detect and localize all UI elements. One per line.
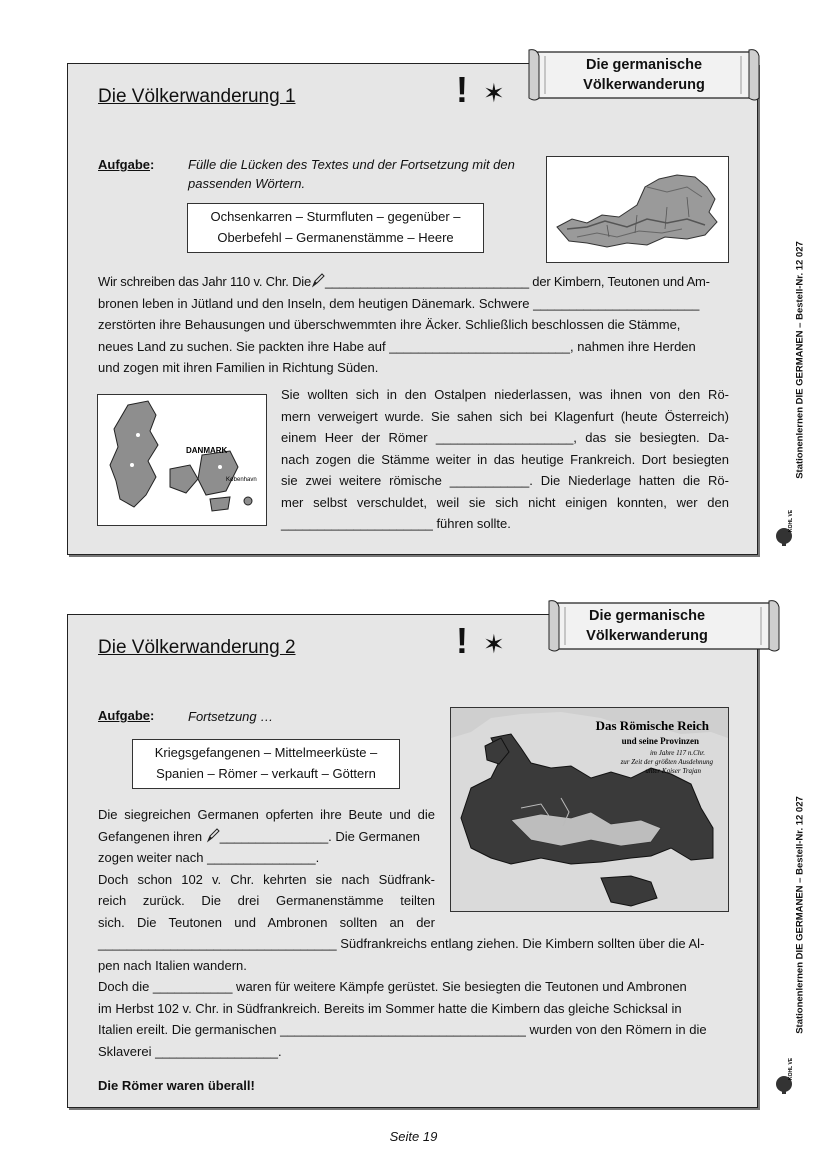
- exclamation-icon: !: [456, 620, 468, 661]
- text-line: und zogen mit ihren Familien in Richtung Süden.: [98, 360, 379, 375]
- banner-title: Die germanische Völkerwanderung: [583, 57, 705, 93]
- denmark-map-icon: [98, 395, 266, 525]
- text-line: einem Heer der Römer ___________________, das sie besiegten. Da-: [281, 430, 729, 445]
- roman-empire-map-image: [450, 707, 729, 912]
- tree-logo-icon: [772, 1058, 796, 1094]
- text-line: Doch die ___________ waren für weitere Kämpfe gerüstet. Sie besiegten die Teutonen und Ambronen: [98, 979, 687, 994]
- text-line: Sie wollten sich in den Ostalpen niederlassen, was ihnen von den Rö-: [281, 387, 729, 402]
- austria-relief-map-icon: [547, 157, 728, 262]
- closing-statement: Die Römer waren überall!: [98, 1078, 255, 1093]
- text-line: _________________________________ Südfrankreichs entlang ziehen. Die Kimbern sollten über die Al-: [98, 936, 705, 951]
- publisher-logo: [772, 510, 796, 546]
- text-line: Die siegreichen Germanen opferten ihre Beute und die: [98, 807, 435, 822]
- worksheet-card-1: [67, 63, 758, 555]
- map-subtitle: und seine Provinzen: [621, 736, 699, 746]
- text-line: reich zurück. Die drei Germanenstämme teilten: [98, 893, 435, 908]
- side-order-label: Stationenlernen DIE GERMANEN – Bestell-Nr. 12 027: [794, 796, 806, 1034]
- denmark-map-image: [97, 394, 267, 526]
- star-icon: ✶: [483, 78, 505, 108]
- word-bank: Kriegsgefangenen – Mittelmeerküste – Spanien – Römer – verkauft – Göttern: [132, 739, 400, 789]
- exclamation-icon: !: [456, 69, 468, 110]
- task-instructions: Fortsetzung …: [188, 709, 274, 724]
- text-line: Wir schreiben das Jahr 110 v. Chr. Die _____________________________ der Kimbern, Teutonen und Am-: [98, 274, 710, 289]
- text-line: mer selbst verschuldet, weil sie sich nicht einigen konnten, wer den: [281, 494, 729, 510]
- text-line: neues Land zu suchen. Sie packten ihre Habe auf _________________________, nahmen ihre Herden: [98, 338, 696, 354]
- text-line: sie zwei weitere römische ___________. Die Niederlage hatten die Rö-: [281, 473, 729, 488]
- pencil-icon: [206, 827, 220, 843]
- text-line: im Herbst 102 v. Chr. in Südfrankreich. Bereits im Sommer hatte die Kimbern das gleiche Schicksal in: [98, 1000, 682, 1016]
- card-title: Die Völkerwanderung 1: [98, 86, 296, 107]
- pencil-icon: [311, 272, 325, 288]
- map-city-label: København: [226, 477, 257, 483]
- text-line: zogen weiter nach _______________.: [98, 850, 320, 865]
- page-number: Seite 19: [389, 1129, 438, 1144]
- map-note: im Jahre 117 n.Chr.: [649, 749, 705, 757]
- publisher-logo: [772, 1058, 796, 1094]
- svg-text:KOHL VERLAG: KOHL VERLAG: [788, 510, 794, 532]
- topic-banner: [527, 48, 761, 102]
- text-line: Doch schon 102 v. Chr. kehrten sie nach Südfrank-: [98, 871, 435, 887]
- map-note: zur Zeit der größten Ausdehnung: [620, 758, 713, 766]
- task-label: Aufgabe:: [98, 708, 155, 723]
- text-line: _____________________ führen sollte.: [281, 516, 511, 531]
- text-paragraph-1: [98, 804, 435, 933]
- text-paragraph-2: [281, 384, 729, 535]
- word-bank: Ochsenkarren – Sturmfluten – gegenüber – Oberbefehl – Germanenstämme – Heere: [187, 203, 484, 253]
- text-line: pen nach Italien wandern.: [98, 957, 247, 973]
- text-line: zerstörten ihre Behausungen und überschwemmten ihre Äcker. Schließlich beschlossen die Stämme,: [98, 317, 681, 332]
- star-icon: ✶: [483, 629, 505, 659]
- text-line: Sklaverei _________________.: [98, 1043, 282, 1059]
- svg-text:KOHL VERLAG: KOHL VERLAG: [788, 1058, 794, 1080]
- austria-map-image: [546, 156, 729, 263]
- map-note: unter Kaiser Trajan: [645, 767, 701, 775]
- side-order-label: Stationenlernen DIE GERMANEN – Bestell-Nr. 12 027: [794, 241, 806, 479]
- task-label: Aufgabe:: [98, 157, 155, 172]
- text-line: Gefangenen ihren _______________. Die Germanen: [98, 828, 420, 844]
- text-line: mern verweigert wurde. Sie sahen sich bei Klagenfurt (heute Österreich): [281, 408, 729, 424]
- map-country-label: DANMARK: [186, 446, 228, 455]
- text-paragraph-2: [98, 933, 729, 1062]
- text-line: bronen leben in Jütland und den Inseln, dem heutigen Dänemark. Schwere _______________________: [98, 295, 700, 311]
- map-title: Das Römische Reich: [595, 718, 709, 733]
- text-line: sich. Die Teutonen und Ambronen sollten an der: [98, 914, 435, 930]
- roman-empire-map-icon: [451, 708, 728, 911]
- task-instructions: Fülle die Lücken des Textes und der Fortsetzung mit den passenden Wörtern.: [188, 157, 515, 191]
- topic-banner: [547, 599, 781, 653]
- text-paragraph-1: [98, 271, 729, 379]
- worksheet-card-2: [67, 614, 758, 1108]
- text-line: Italien ereilt. Die germanischen __________________________________ wurden von den Römern in die: [98, 1022, 707, 1037]
- banner-title: Die germanische Völkerwanderung: [586, 608, 708, 644]
- card-title: Die Völkerwanderung 2: [98, 637, 296, 658]
- text-line: nach zogen die Stämme weiter in das heutige Frankreich. Dort besiegten: [281, 451, 729, 467]
- tree-logo-icon: [772, 510, 796, 546]
